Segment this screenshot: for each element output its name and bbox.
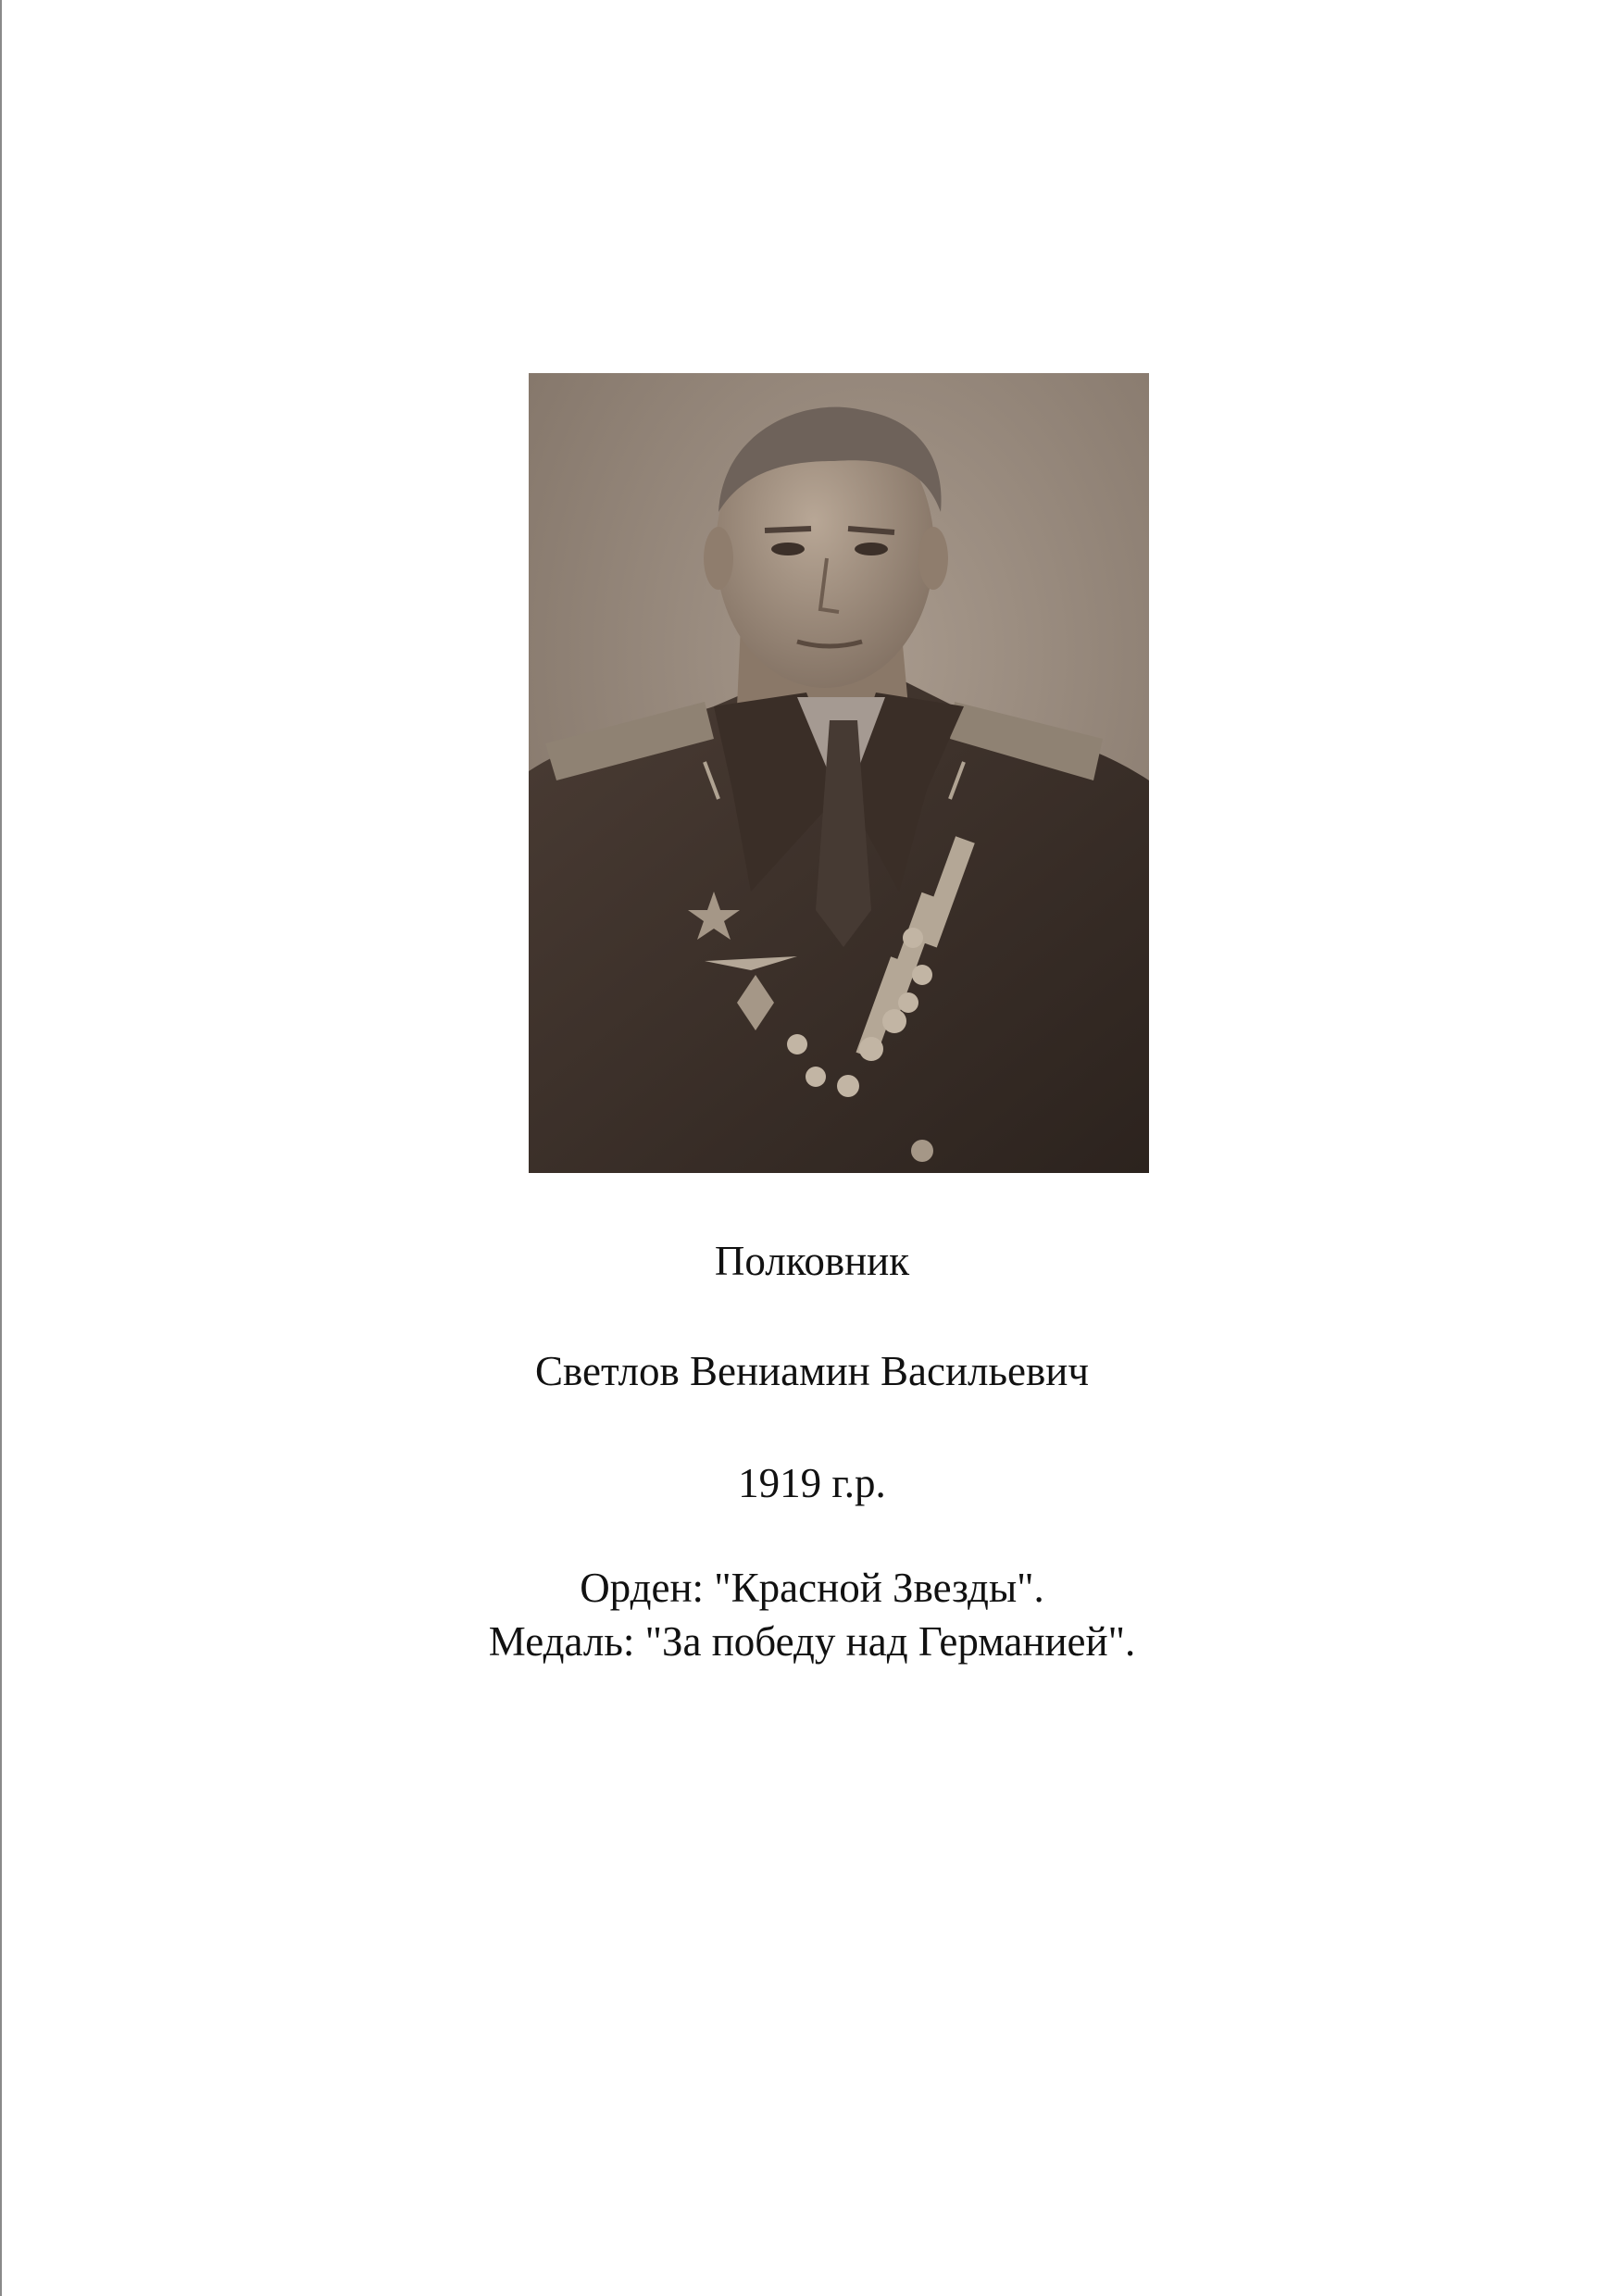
portrait-image [529, 373, 1149, 1173]
award-order: Орден: "Красной Звезды". [580, 1565, 1044, 1611]
award-medal: Медаль: "За победу над Германией". [488, 1618, 1136, 1665]
page-left-border [0, 0, 2, 2296]
awards-list [0, 1561, 1624, 1668]
birth-year: 1919 г.р. [738, 1460, 886, 1506]
full-name: Светлов Вениамин Васильевич [535, 1348, 1089, 1394]
portrait-photo [529, 373, 1149, 1173]
rank-title: Полковник [714, 1238, 910, 1284]
